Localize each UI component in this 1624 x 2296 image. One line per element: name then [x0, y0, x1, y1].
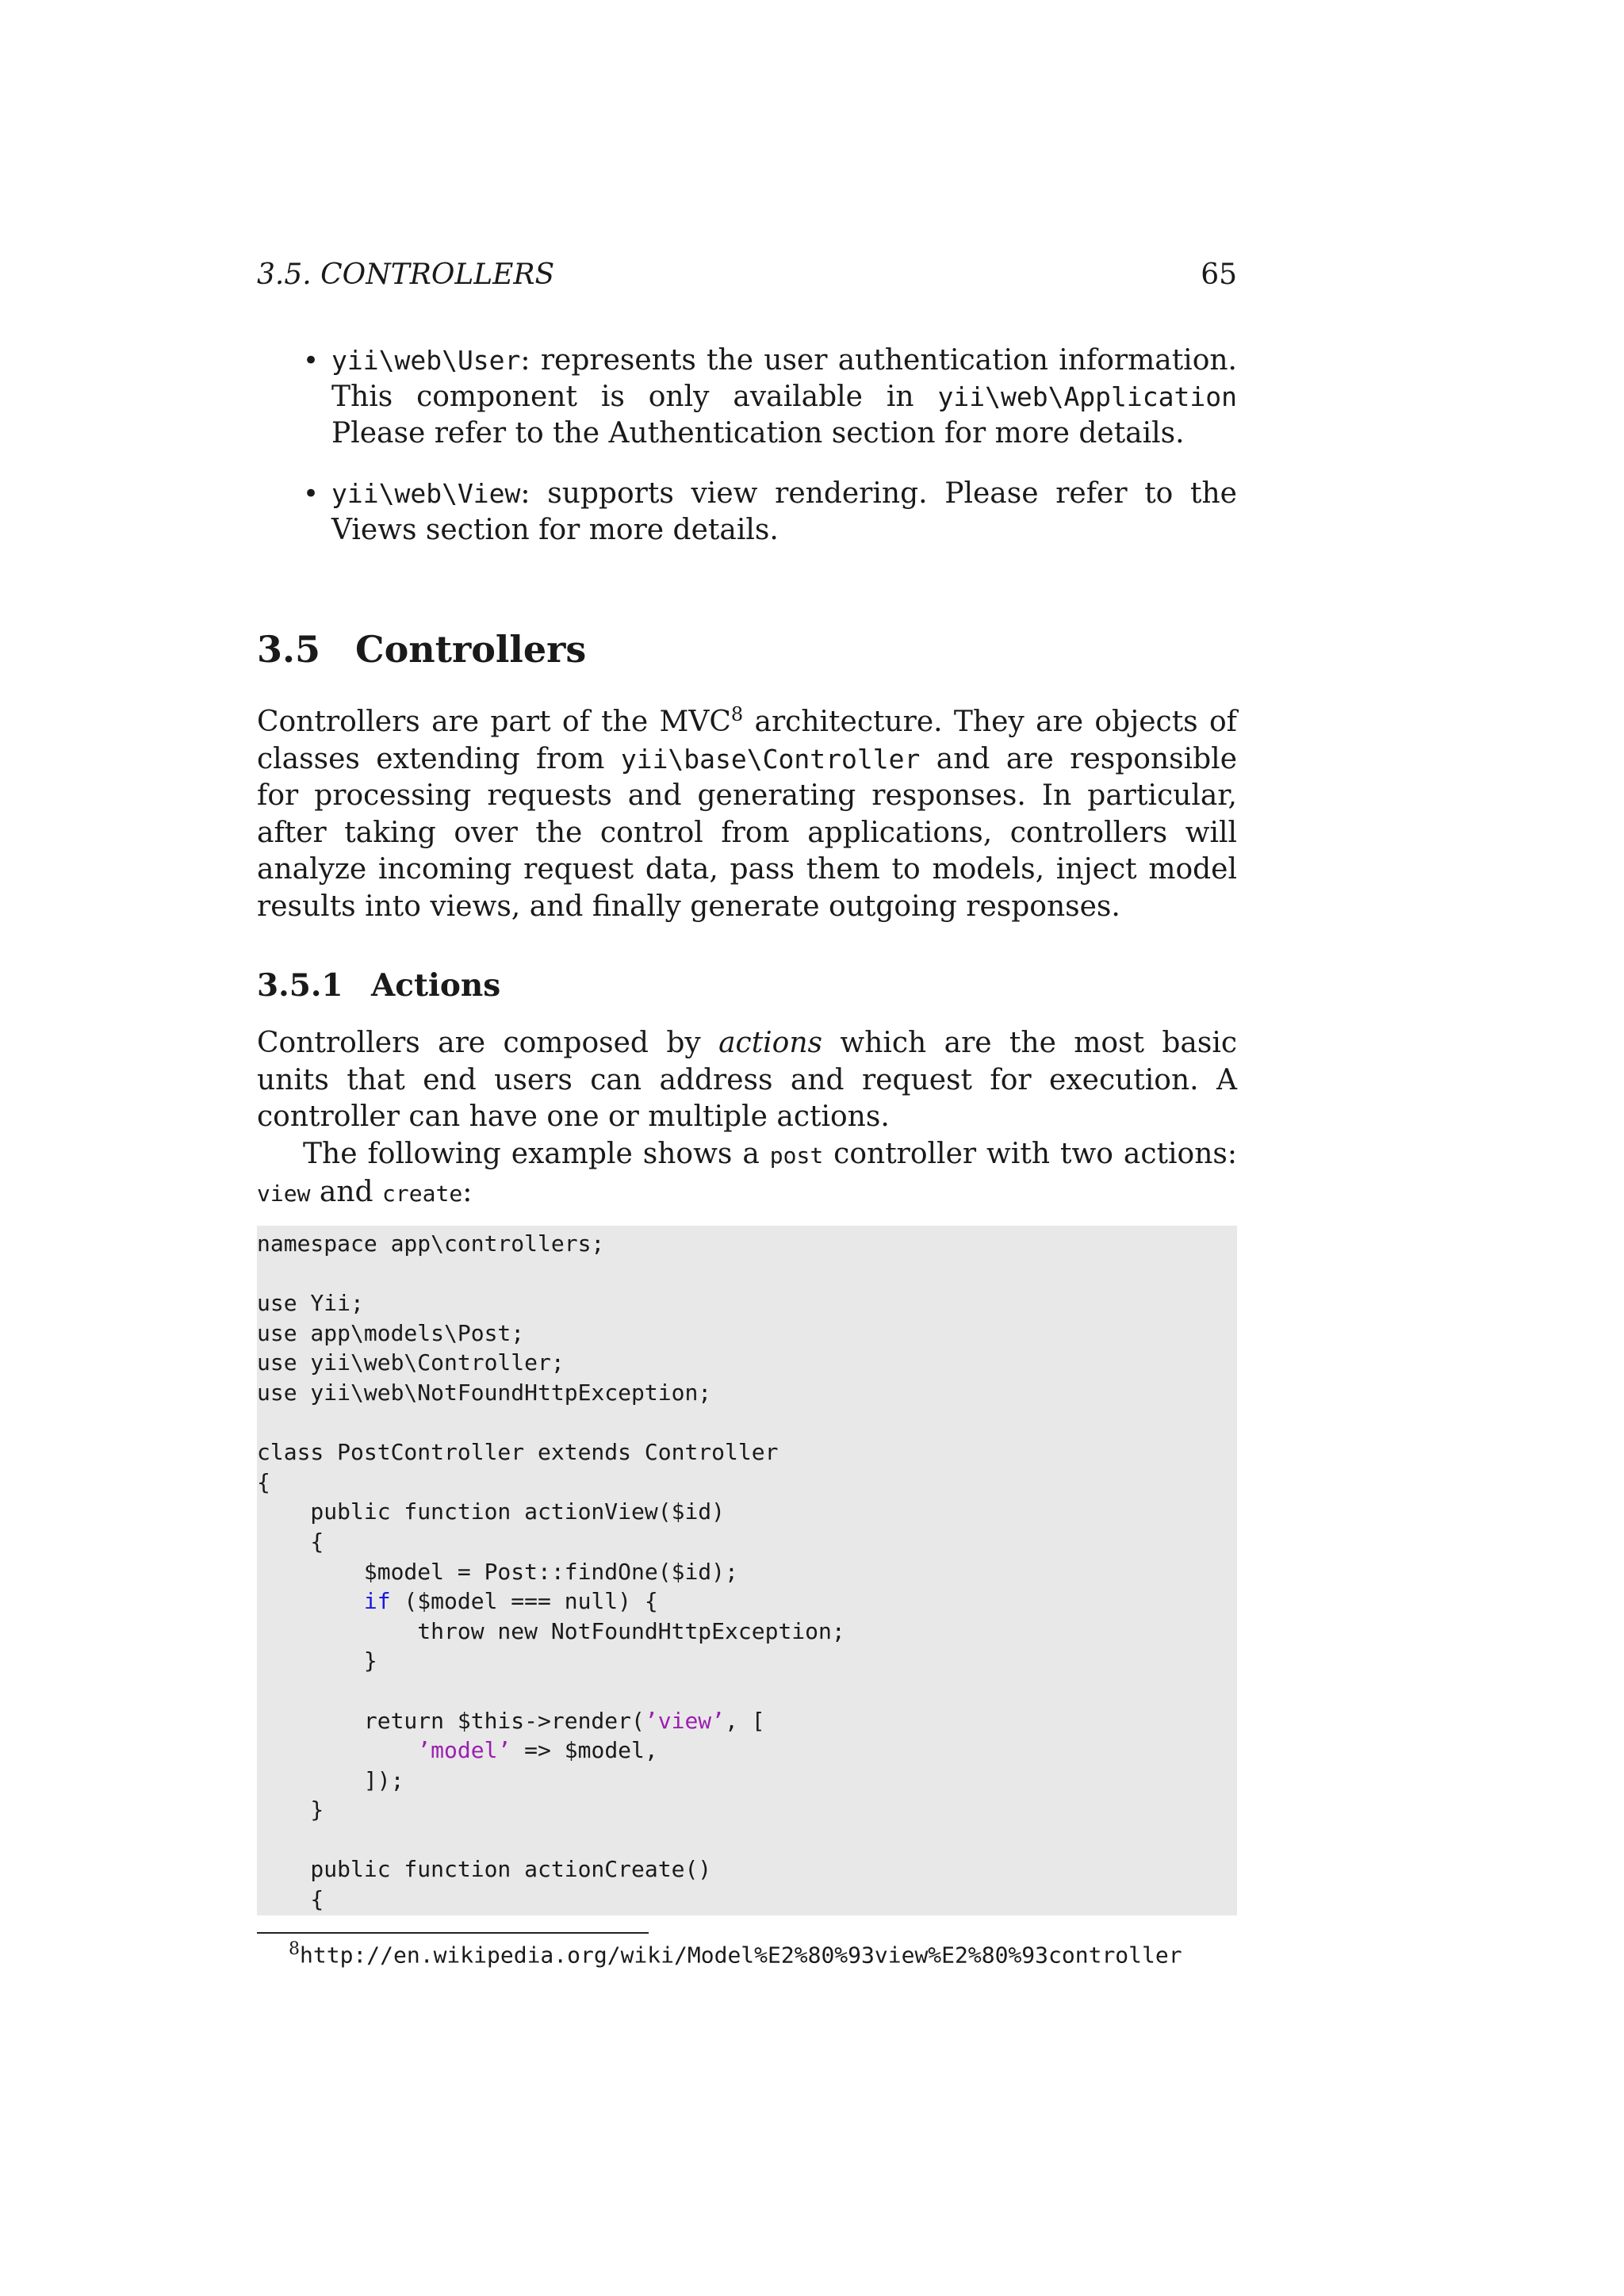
- section-intro-paragraph: [257, 704, 1237, 925]
- paragraph-text: which are the most basic units that end users can address and request for execution. A controller can have one or multiple actions.: [257, 1027, 1238, 1133]
- code-line: {: [257, 1468, 270, 1495]
- inline-code: create: [382, 1181, 463, 1207]
- list-item-text: : supports view rendering. Please refer to the Views section for more details.: [331, 477, 1237, 546]
- code-line: [257, 1259, 1237, 1289]
- code-line: use yii\web\Controller;: [257, 1349, 565, 1376]
- code-line: use app\models\Post;: [257, 1319, 525, 1346]
- code-line: $model = Post::findOne($id);: [257, 1558, 738, 1585]
- paragraph-text: Controllers are composed by: [257, 1027, 719, 1059]
- list-item: [257, 342, 1237, 452]
- code-line: [257, 1825, 1237, 1855]
- list-item-text: Please refer to the Authentication section for more details.: [331, 417, 1185, 450]
- code-line: [257, 1706, 1237, 1736]
- section-title: Controllers: [355, 628, 587, 671]
- code-line: ]);: [257, 1766, 404, 1793]
- paragraph-text: :: [462, 1176, 473, 1208]
- paragraph-text: and are responsible for processing requests and generating responses. In particular, after taking over the control from applications, controllers will analyze incoming request data, pass them to models, inject model results into views, and finally generate outgoing responses.: [257, 742, 1237, 923]
- emphasis-text: actions: [718, 1027, 823, 1059]
- code-text: => $model,: [511, 1737, 658, 1764]
- code-line: public function actionCreate(): [257, 1856, 712, 1883]
- footnote: [289, 1939, 1182, 1968]
- subsection-title: Actions: [371, 967, 501, 1004]
- actions-paragraph: [257, 1025, 1237, 1213]
- footnote-ref[interactable]: 8: [730, 703, 744, 725]
- code-text: return $this->render(: [257, 1707, 645, 1734]
- bullet-icon: •: [303, 345, 320, 377]
- list-item: [257, 476, 1237, 549]
- inline-code: yii\base\Controller: [620, 743, 921, 775]
- inline-code: yii\web\Application: [937, 381, 1237, 412]
- code-text: , [: [725, 1707, 765, 1734]
- header-section-title: 3.5. CONTROLLERS: [257, 258, 555, 291]
- code-line: class PostController extends Controller: [257, 1439, 779, 1466]
- subsection-number: 3.5.1: [257, 967, 343, 1004]
- code-line: throw new NotFoundHttpException;: [257, 1617, 845, 1644]
- footnote-divider: [257, 1932, 649, 1934]
- code-string: ’view’: [644, 1707, 726, 1734]
- code-line: use yii\web\NotFoundHttpException;: [257, 1379, 712, 1406]
- inline-code: yii\web\User: [331, 345, 521, 376]
- inline-code: post: [769, 1142, 824, 1169]
- code-text: ($model === null) {: [390, 1588, 658, 1615]
- bullet-icon: •: [303, 478, 320, 510]
- code-line: public function actionView($id): [257, 1498, 726, 1525]
- code-line: {: [257, 1528, 324, 1555]
- paragraph-text: and: [310, 1176, 383, 1208]
- component-list: [257, 342, 1237, 572]
- code-line: }: [257, 1647, 377, 1674]
- paragraph-text: The following example shows a: [303, 1137, 770, 1170]
- section-heading: [257, 628, 586, 671]
- code-line: use Yii;: [257, 1290, 364, 1317]
- code-listing: [257, 1226, 1237, 1915]
- code-string: ’model’: [417, 1737, 511, 1764]
- paragraph-text: controller with two actions:: [823, 1137, 1237, 1170]
- list-item-text: : represents the user authentication information. This component is only available in: [331, 344, 1237, 413]
- inline-code: yii\web\View: [331, 478, 521, 509]
- inline-code: view: [257, 1181, 311, 1207]
- code-line: {: [257, 1886, 324, 1913]
- footnote-link[interactable]: http://en.wikipedia.org/wiki/Model%E2%80%93view%E2%80%93controller: [300, 1942, 1182, 1969]
- subsection-heading: [257, 967, 500, 1004]
- example-intro-paragraph: [257, 1136, 1237, 1213]
- code-line: [257, 1735, 1237, 1766]
- code-line: [257, 1586, 1237, 1617]
- page-number: 65: [1201, 258, 1237, 291]
- code-line: [257, 1676, 1237, 1706]
- code-keyword: if: [363, 1588, 391, 1615]
- section-number: 3.5: [257, 628, 321, 671]
- paragraph-text: architecture. They are objects of classes extending from: [257, 706, 1237, 775]
- code-line: }: [257, 1797, 324, 1823]
- code-line: namespace app\controllers;: [257, 1230, 605, 1257]
- footnote-mark: 8: [289, 1939, 300, 1959]
- paragraph-text: Controllers are part of the MVC: [257, 706, 731, 738]
- running-header: [257, 258, 1237, 298]
- code-line: [257, 1408, 1237, 1438]
